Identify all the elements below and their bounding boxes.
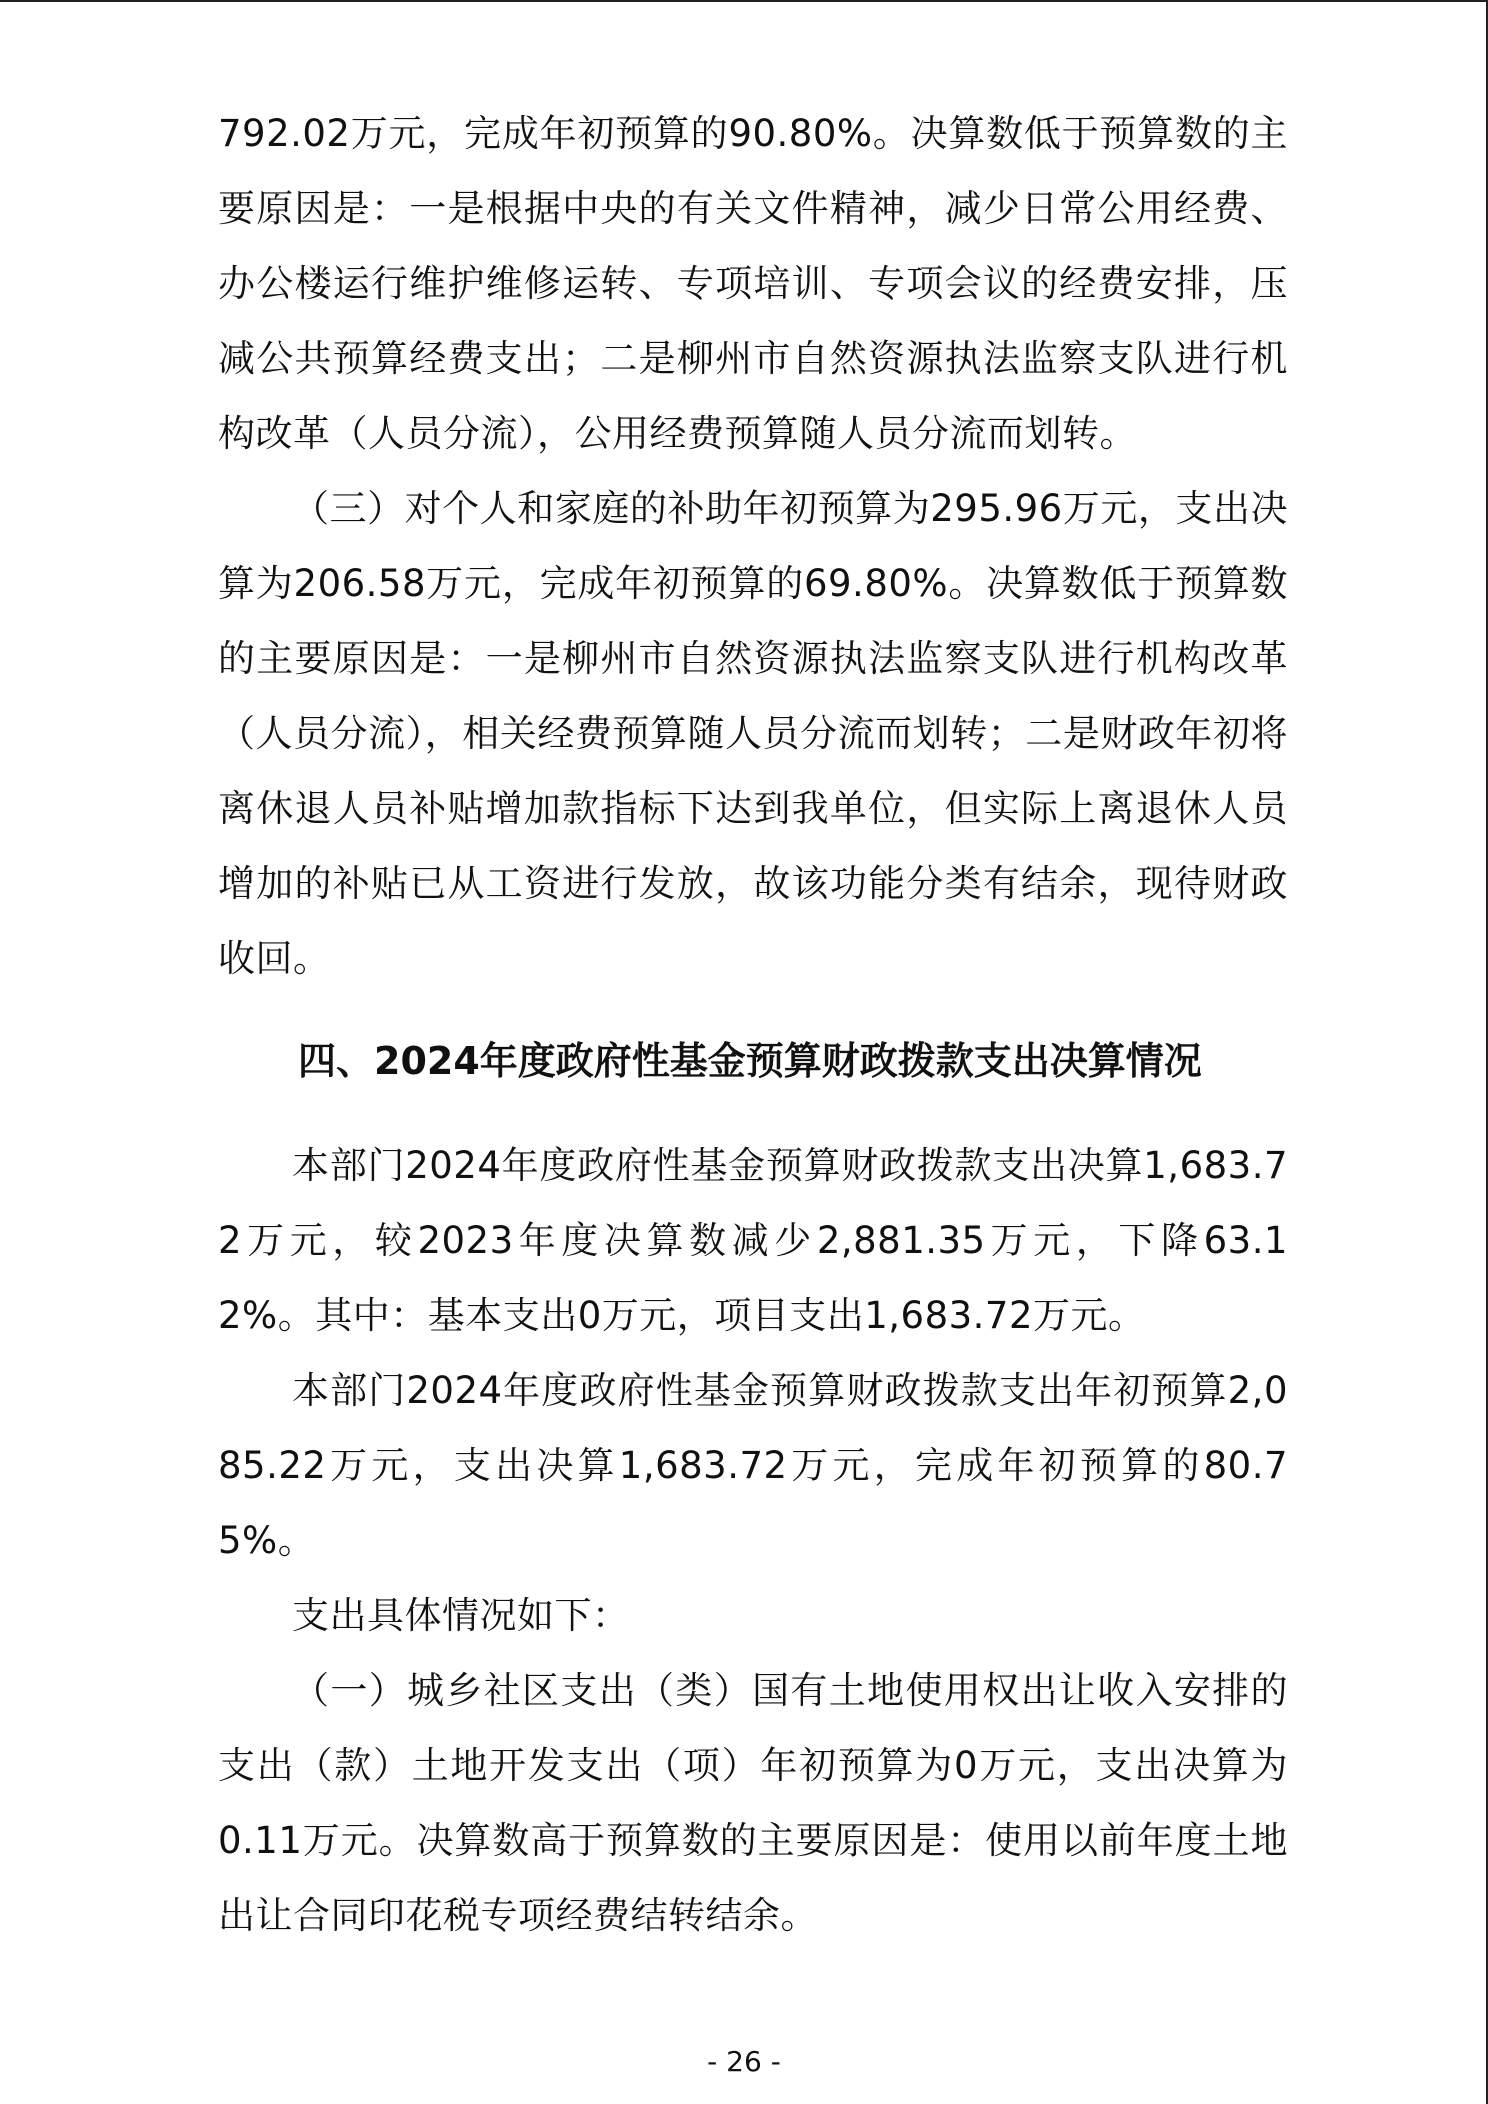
- page-border-top: [0, 0, 1488, 2]
- paragraph-fund-initial-budget: 本部门2024年度政府性基金预算财政拨款支出年初预算2,085.22万元，支出决算1,683.72万元，完成年初预算的80.75%。: [218, 1369, 1288, 1562]
- paragraph-personal-family-subsidy: （三）对个人和家庭的补助年初预算为295.96万元，支出决算为206.58万元，完成年初预算的69.80%。决算数低于预算数的主要原因是：一是柳州市自然资源执法监察支队进行机构改革（人员分流），相关经费预算随人员分流而划转；二是财政年初将离休退人员补贴增加款指标下达到我单位，但实际上离退休人员增加的补贴已从工资进行发放，故该功能分类有结余，现待财政收回。: [218, 487, 1288, 980]
- paragraph-urban-rural-expense: （一）城乡社区支出（类）国有土地使用权出让收入安排的支出（款）土地开发支出（项）年初预算为0万元，支出决算为0.11万元。决算数高于预算数的主要原因是：使用以前年度土地出让合同印花税专项经费结转结余。: [218, 1669, 1288, 1937]
- paragraph-budget-public-expense: 792.02万元，完成年初预算的90.80%。决算数低于预算数的主要原因是：一是根据中央的有关文件精神，减少日常公用经费、办公楼运行维护维修运转、专项培训、专项会议的经费安排，压减公共预算经费支出；二是柳州市自然资源执法监察支队进行机构改革（人员分流），公用经费预算随人员分流而划转。: [218, 112, 1288, 455]
- section-heading-fund-budget: 四、2024年度政府性基金预算财政拨款支出决算情况: [298, 1039, 1202, 1083]
- paragraph-details-intro: 支出具体情况如下：: [292, 1594, 630, 1637]
- page-number: - 26 -: [707, 2045, 781, 2078]
- document-body: [218, 96, 1288, 1953]
- paragraph-fund-total: 本部门2024年度政府性基金预算财政拨款支出决算1,683.72万元，较2023年度决算数减少2,881.35万元，下降63.12%。其中：基本支出0万元，项目支出1,683.72万元。: [218, 1144, 1288, 1337]
